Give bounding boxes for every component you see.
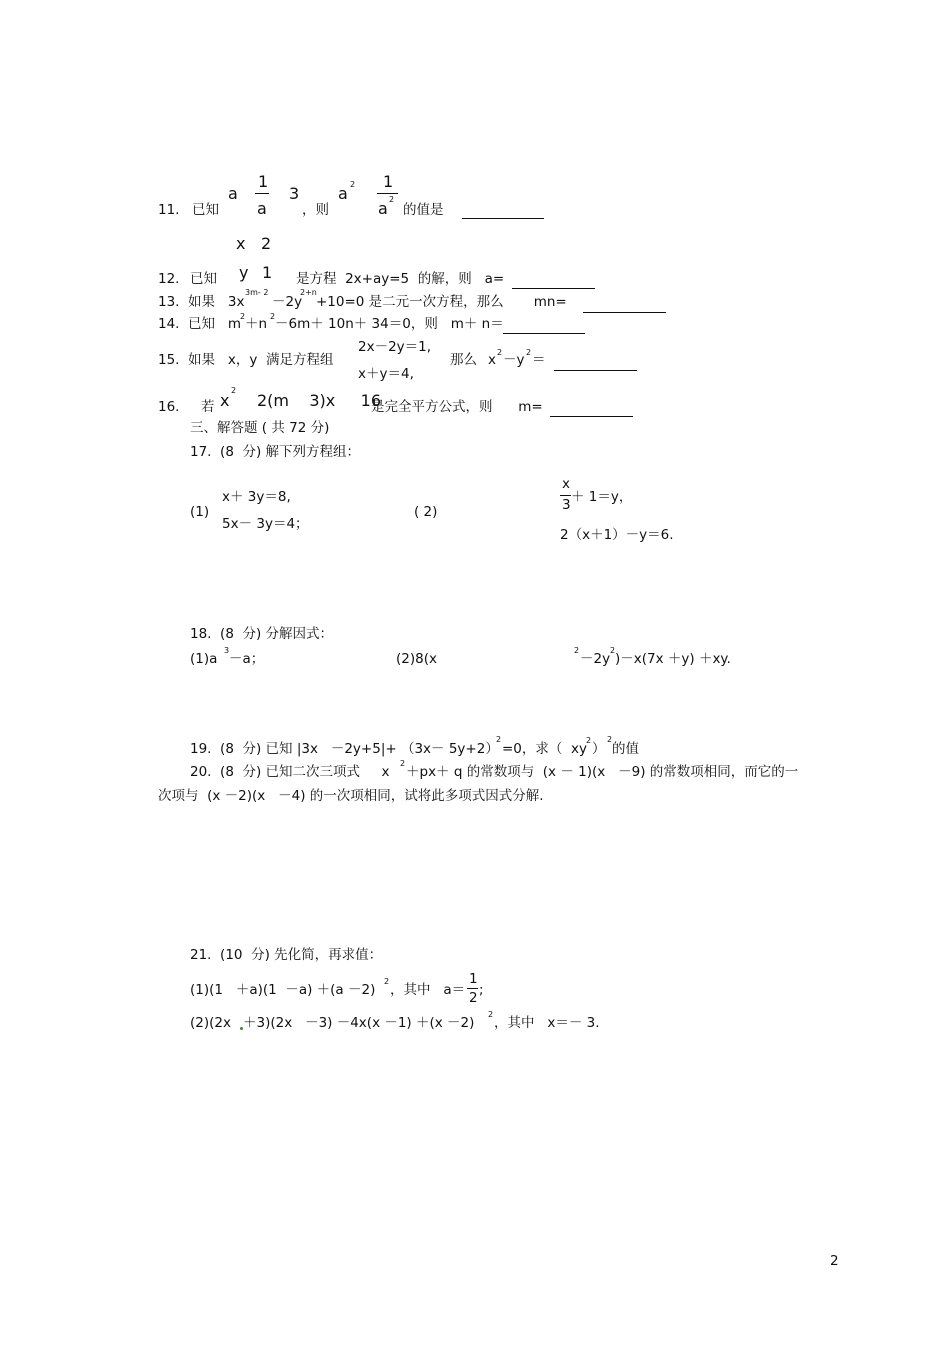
q19-exponent-2: 2 <box>586 736 592 745</box>
q11-frac1-bar <box>255 193 269 194</box>
q14-prefix: 14. 已知 m <box>158 316 242 332</box>
q17-title: 17. (8 分) 解下列方程组： <box>190 444 361 460</box>
q15-equals: ＝ <box>532 352 546 368</box>
q19-text-c: ） <box>592 741 606 757</box>
q21-part2-c: ，其中 x＝－ 3. <box>494 1015 600 1031</box>
q21-part2-b: ＋3)(2x －3) －4x(x －1) ＋(x －2) <box>243 1015 475 1031</box>
q19-exponent-1: 2 <box>496 735 502 744</box>
q13-answer-blank <box>583 312 666 313</box>
q19-text-b: =0，求（ xy <box>502 741 587 757</box>
q12-x-value: 2 <box>261 234 272 253</box>
q11-frac2-numerator: 1 <box>383 172 394 191</box>
q12-prefix: 已知 <box>190 271 217 287</box>
q20-exponent: 2 <box>400 759 406 768</box>
q11-three: 3 <box>289 184 300 203</box>
q11-prefix: 已知 <box>192 202 219 218</box>
q13-exponent-2: 2+n <box>300 288 317 297</box>
q15-exponent-1: 2 <box>497 348 503 357</box>
q16-number: 16. <box>158 399 180 415</box>
q11-number: 11. <box>158 202 180 218</box>
q20-text-b: ＋px＋ q 的常数项与 (x － 1)(x －9) 的常数项相同，而它的一 <box>406 764 799 780</box>
q11-a: a <box>228 184 238 203</box>
q21-part1-c: ; <box>479 982 484 998</box>
q17-part1-eq2: 5x－ 3y＝4； <box>222 516 309 532</box>
q12-y-value: 1 <box>262 263 273 282</box>
q15-exponent-2: 2 <box>526 348 532 357</box>
q14-middle: ＋n <box>245 316 268 332</box>
q14-exponent-2: 2 <box>270 312 276 321</box>
q18-part1-exponent: 3 <box>224 646 230 655</box>
q19-text-a: 19. (8 分) 已知 |3x －2y+5|+ （3x－ 5y+2） <box>190 741 499 757</box>
q18-part1-b: －a； <box>229 651 265 667</box>
q17-part2-frac-bar <box>560 495 571 496</box>
q17-part1-label: (1) <box>190 504 210 520</box>
section-3-heading: 三、解答题 ( 共 72 分) <box>190 420 330 436</box>
q15-prefix: 15. 如果 x，y 满足方程组 <box>158 352 334 368</box>
q13-prefix: 13. 如果 3x <box>158 294 245 310</box>
q21-part1-frac-numerator: 1 <box>469 971 478 987</box>
q17-part2-frac-denominator: 3 <box>562 497 571 513</box>
q15-answer-blank <box>554 370 637 371</box>
q18-part1-a: (1)a <box>190 651 218 667</box>
q18-part2-c: )－x(7x ＋y) ＋xy. <box>615 651 731 667</box>
q15-equation-1: 2x－2y＝1, <box>358 339 432 355</box>
q11-exponent-2: 2 <box>389 195 395 204</box>
q21-part1-exponent: 2 <box>384 977 390 986</box>
q19-exponent-3: 2 <box>607 735 613 744</box>
q14-exponent-1: 2 <box>240 312 246 321</box>
q18-title: 18. (8 分) 分解因式： <box>190 626 334 642</box>
q17-part1-eq1: x＋ 3y＝8, <box>222 489 291 505</box>
q21-part1-b: ，其中 a＝ <box>390 982 466 998</box>
q11-then: ，则 <box>302 202 329 218</box>
q15-minus-y: －y <box>503 352 525 368</box>
q20-text-a: 20. (8 分) 已知二次三项式 x <box>190 764 390 780</box>
q15-x: x <box>488 352 496 368</box>
q20-line-2: 次项与 (x －2)(x －4) 的一次项相同，试将此多项式因式分解. <box>158 788 544 804</box>
q18-part2-exponent-1: 2 <box>574 646 580 655</box>
q17-part2-frac-numerator: x <box>562 476 570 492</box>
q15-equation-2: x＋y＝4, <box>358 366 414 382</box>
q14-suffix: －6m＋ 10n＋ 34＝0，则 m＋ n＝ <box>275 316 504 332</box>
q12-text: 是方程 2x+ay=5 的解，则 a= <box>296 271 505 287</box>
q21-part1-frac-bar <box>467 988 478 989</box>
q17-part2-eq1-rest: ＋ 1＝y， <box>571 489 633 505</box>
q17-part2-eq2: 2（x＋1）－y＝6. <box>560 527 674 543</box>
q12-answer-blank <box>512 288 595 289</box>
q18-part2-a: (2)8(x <box>396 651 437 667</box>
q21-title: 21. (10 分) 先化简，再求值： <box>190 947 383 963</box>
q19-text-d: 的值 <box>612 741 639 757</box>
q13-middle: －2y <box>272 294 303 310</box>
q11-exponent-1: 2 <box>350 180 356 189</box>
q14-answer-blank <box>503 333 585 334</box>
q11-frac1-numerator: 1 <box>258 172 269 191</box>
q12-number: 12. <box>158 271 180 287</box>
q16-x: x <box>220 391 230 410</box>
q21-part2-exponent: 2 <box>488 1010 494 1019</box>
q11-frac1-denominator: a <box>257 199 267 218</box>
q11-suffix: 的值是 <box>403 202 444 218</box>
q21-part2-a: (2)(2x <box>190 1015 231 1031</box>
q13-exponent-1: 3m- 2 <box>245 288 269 297</box>
q16-prefix: 若 <box>201 399 215 415</box>
q11-a-squared: a <box>338 184 348 203</box>
q11-frac2-denominator: a <box>378 199 388 218</box>
q13-suffix: +10=0 是二元一次方程，那么 mn= <box>316 294 567 310</box>
q16-exponent: 2 <box>231 386 237 395</box>
q15-then: 那么 <box>450 352 477 368</box>
q18-part2-exponent-2: 2 <box>610 646 616 655</box>
q17-part2-label: ( 2) <box>414 504 438 520</box>
page-number: 2 <box>830 1253 839 1269</box>
q16-answer-blank <box>550 416 633 417</box>
q12-y: y <box>239 263 249 282</box>
q21-part1-a: (1)(1 ＋a)(1 －a) ＋(a －2) <box>190 982 376 998</box>
q16-suffix: 是完全平方公式，则 m= <box>371 399 543 415</box>
q11-frac2-bar <box>377 193 398 194</box>
q16-expression: 2(m 3)x 16 <box>257 391 382 410</box>
q21-part1-frac-denominator: 2 <box>469 990 478 1006</box>
q18-part2-b: －2y <box>580 651 611 667</box>
q12-x: x <box>236 234 246 253</box>
q11-answer-blank <box>462 218 544 219</box>
